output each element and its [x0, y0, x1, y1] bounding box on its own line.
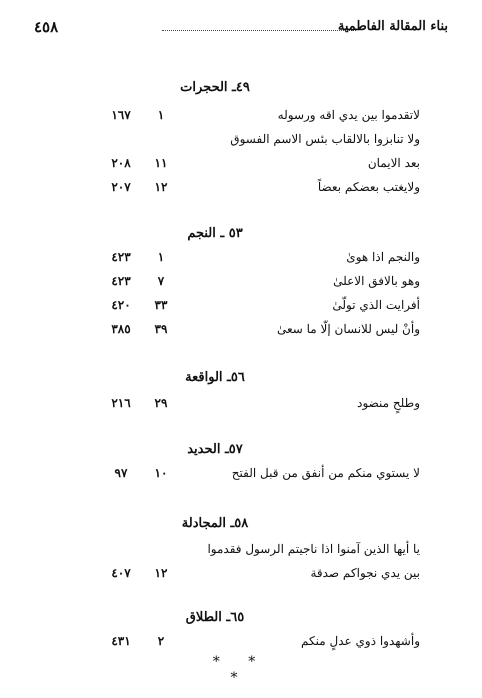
- surah-heading-hadid: ٥٧ـ الحديد: [187, 442, 243, 457]
- index-row: [90, 396, 420, 416]
- verse-text: وهو بالافق الاعلىٰ: [333, 274, 420, 288]
- verse-text: لاتقدموا بين يدي اقه ورسوله: [277, 108, 420, 122]
- index-row: [90, 180, 420, 200]
- page-reference: ٤٣١: [111, 634, 131, 648]
- surah-heading-najm: ٥٣ ـ النجم: [187, 226, 243, 241]
- page-reference: ٣٨٥: [111, 322, 131, 336]
- surah-heading-mujadala: ٥٨ـ المجادلة: [181, 516, 249, 531]
- verse-text: لا يستوي منكم من أنفق من قبل الفتح: [231, 466, 420, 480]
- page-reference: ٢٠٧: [111, 180, 131, 194]
- index-row: [90, 634, 420, 654]
- index-row: [90, 132, 420, 152]
- ayah-number: ١٢: [154, 566, 168, 580]
- index-row: [90, 466, 420, 486]
- ayah-number: ١: [157, 250, 165, 264]
- ayah-number: ١: [157, 108, 165, 122]
- section-end-ornament: * * *: [212, 654, 268, 686]
- ayah-number: ٣٣: [154, 298, 168, 312]
- ayah-number: ١١: [154, 156, 168, 170]
- verse-text: ولا تنابزوا بالالقاب بئس الاسم الفسوق: [230, 132, 420, 146]
- verse-text: وطلحٍ منضود: [357, 396, 420, 410]
- index-row: [90, 274, 420, 294]
- running-title: بناء المقالة الفاطمية: [337, 19, 448, 34]
- ayah-number: ١٠: [154, 466, 168, 480]
- page-reference: ٤٠٧: [111, 566, 131, 580]
- page-reference: ٤٢٣: [111, 250, 131, 264]
- ayah-number: ١٢: [154, 180, 168, 194]
- verse-text: والنجم اذا هوىٰ: [346, 250, 420, 264]
- verse-text: بين يدي نجواكم صدقة: [310, 566, 420, 580]
- page-header: [34, 18, 448, 40]
- page-reference: ٢٠٨: [111, 156, 131, 170]
- page-reference: ٤٢٣: [111, 274, 131, 288]
- surah-heading-waqia: ٥٦ـ الواقعة: [185, 370, 245, 385]
- index-row: [90, 322, 420, 342]
- verse-text: أفرايت الذي تولّىٰ: [332, 298, 420, 312]
- index-row: [90, 566, 420, 586]
- ayah-number: ٢٩: [154, 396, 168, 410]
- index-row: [90, 108, 420, 128]
- ayah-number: ٢: [157, 634, 165, 648]
- index-row: [90, 156, 420, 176]
- verse-text: ولايغتب بعضكم بعضاً: [317, 180, 420, 194]
- header-leader-dots: [162, 30, 356, 31]
- page-reference: ٢١٦: [111, 396, 131, 410]
- ayah-number: ٧: [157, 274, 165, 288]
- verse-text: بعد الايمان: [367, 156, 420, 170]
- index-row: [90, 250, 420, 270]
- page-reference: ٤٢٠: [111, 298, 131, 312]
- page-reference: ١٦٧: [111, 108, 131, 122]
- verse-text: وأشهدوا ذوي عدلٍ منكم: [301, 634, 420, 648]
- surah-heading-talaq: ٦٥ـ الطلاق: [185, 610, 245, 625]
- index-row: [90, 542, 420, 562]
- page-number: ٤٥٨: [34, 18, 59, 36]
- ayah-number: ٣٩: [154, 322, 168, 336]
- verse-text: وأنْ ليس للانسان إلّا ما سعىٰ: [276, 322, 420, 336]
- surah-heading-hujurat: ٤٩ـ الحجرات: [180, 80, 250, 95]
- page-reference: ٩٧: [114, 466, 128, 480]
- index-row: [90, 298, 420, 318]
- verse-text: يا أيها الذين آمنوا اذا ناجيتم الرسول فقدموا: [207, 542, 420, 556]
